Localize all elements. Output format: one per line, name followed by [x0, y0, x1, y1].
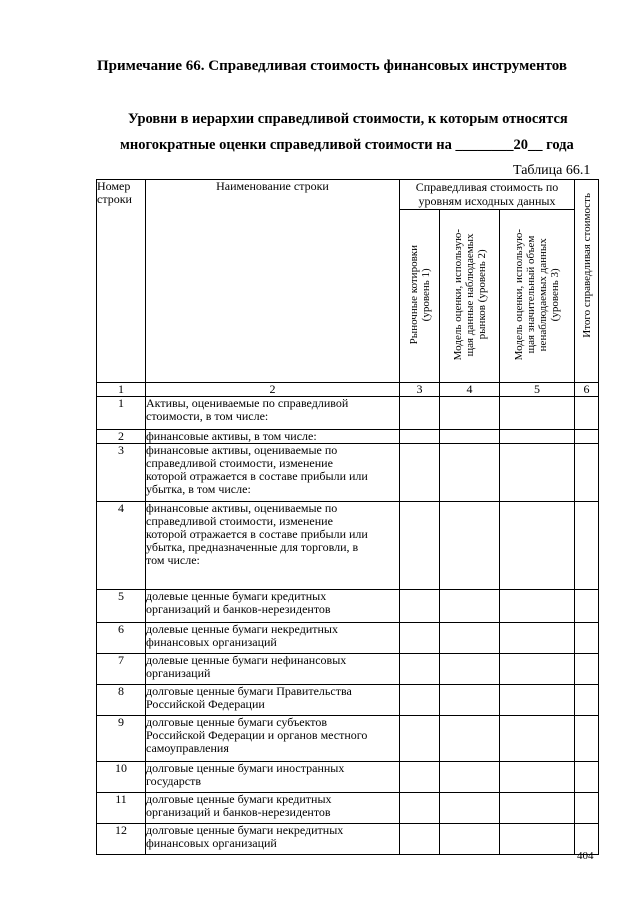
table-row [97, 685, 599, 716]
row-name: Активы, оцениваемые по справедливой стоимости, в том числе: [146, 397, 400, 430]
table-row [97, 623, 599, 654]
level-1-cell [400, 397, 440, 430]
level-2-cell [440, 444, 500, 502]
level-1-cell [400, 590, 440, 623]
total-cell [575, 654, 599, 685]
row-number: 8 [97, 685, 146, 716]
table-row [97, 824, 599, 855]
level-3-cell [500, 793, 575, 824]
row-number: 10 [97, 762, 146, 793]
column-number: 5 [500, 383, 575, 397]
level-3-cell [500, 654, 575, 685]
level-3-cell [500, 824, 575, 855]
row-name: долговые ценные бумаги субъектов Российской Федерации и органов местного самоуправления [146, 716, 400, 762]
row-name: долевые ценные бумаги кредитных организаций и банков-нерезидентов [146, 590, 400, 623]
level-2-cell [440, 590, 500, 623]
row-number: 1 [97, 397, 146, 430]
level-3-cell [500, 590, 575, 623]
page-number: 404 [577, 850, 594, 862]
level-3-cell [500, 502, 575, 590]
total-cell [575, 762, 599, 793]
row-number: 12 [97, 824, 146, 855]
level-3-cell [500, 762, 575, 793]
level-3-cell [500, 444, 575, 502]
header-level-1: Рыночные котировки (уровень 1) [400, 210, 440, 383]
level-3-cell [500, 397, 575, 430]
level-1-cell [400, 623, 440, 654]
level-1-cell [400, 685, 440, 716]
level-2-cell [440, 397, 500, 430]
header-level-3: Модель оценки, использую- щая значительный объем ненаблюдаемых данных (уровень 3) [500, 210, 575, 383]
header-fair-value-levels: Справедливая стоимость по уровням исходных данных [400, 180, 575, 210]
row-name: финансовые активы, в том числе: [146, 430, 400, 444]
total-cell [575, 397, 599, 430]
column-number: 3 [400, 383, 440, 397]
level-1-cell [400, 793, 440, 824]
level-2-cell [440, 502, 500, 590]
level-2-cell [440, 716, 500, 762]
total-cell [575, 430, 599, 444]
row-name: долговые ценные бумаги Правительства Российской Федерации [146, 685, 400, 716]
table-row [97, 444, 599, 502]
row-number: 3 [97, 444, 146, 502]
row-number: 4 [97, 502, 146, 590]
level-2-cell [440, 762, 500, 793]
total-cell [575, 502, 599, 590]
row-number: 2 [97, 430, 146, 444]
level-1-cell [400, 824, 440, 855]
total-cell [575, 716, 599, 762]
header-row-name: Наименование строки [146, 180, 400, 383]
level-1-cell [400, 502, 440, 590]
column-number-row [97, 383, 599, 397]
total-cell [575, 444, 599, 502]
row-name: долговые ценные бумаги кредитных организаций и банков-нерезидентов [146, 793, 400, 824]
total-cell [575, 793, 599, 824]
header-total-fair-value: Итого справедливая стоимость [575, 180, 599, 383]
fair-value-table [96, 179, 599, 855]
level-3-cell [500, 430, 575, 444]
table-row [97, 793, 599, 824]
row-number: 11 [97, 793, 146, 824]
row-number: 9 [97, 716, 146, 762]
header-row-number: Номер строки [97, 180, 146, 383]
total-cell [575, 590, 599, 623]
level-3-cell [500, 623, 575, 654]
level-2-cell [440, 685, 500, 716]
row-number: 5 [97, 590, 146, 623]
row-number: 7 [97, 654, 146, 685]
level-1-cell [400, 716, 440, 762]
level-2-cell [440, 793, 500, 824]
table-heading-line-2: многократные оценки справедливой стоимости на ________20__ года [120, 137, 574, 153]
total-cell [575, 623, 599, 654]
table-heading-line-1: Уровни в иерархии справедливой стоимости, к которым относятся [128, 111, 568, 127]
column-number: 6 [575, 383, 599, 397]
level-1-cell [400, 430, 440, 444]
table-row [97, 762, 599, 793]
level-1-cell [400, 654, 440, 685]
table-row [97, 502, 599, 590]
table-row [97, 590, 599, 623]
level-1-cell [400, 444, 440, 502]
row-name: долевые ценные бумаги некредитных финансовых организаций [146, 623, 400, 654]
table-row [97, 397, 599, 430]
table-row [97, 430, 599, 444]
row-name: долговые ценные бумаги иностранных государств [146, 762, 400, 793]
row-name: финансовые активы, оцениваемые по справедливой стоимости, изменение которой отражается в составе прибыли или убытка, предназначенные для торговли, в том числе: [146, 502, 400, 590]
table-label: Таблица 66.1 [513, 163, 591, 178]
row-name: долевые ценные бумаги нефинансовых организаций [146, 654, 400, 685]
level-2-cell [440, 623, 500, 654]
row-name: финансовые активы, оцениваемые по справедливой стоимости, изменение которой отражается в составе прибыли или убытка, в том числе: [146, 444, 400, 502]
level-2-cell [440, 824, 500, 855]
level-1-cell [400, 762, 440, 793]
header-level-2: Модель оценки, использую- щая данные наблюдаемых рынков (уровень 2) [440, 210, 500, 383]
table-row [97, 654, 599, 685]
table-row [97, 716, 599, 762]
level-3-cell [500, 685, 575, 716]
column-number: 2 [146, 383, 400, 397]
level-2-cell [440, 654, 500, 685]
level-2-cell [440, 430, 500, 444]
column-number: 1 [97, 383, 146, 397]
column-number: 4 [440, 383, 500, 397]
row-number: 6 [97, 623, 146, 654]
row-name: долговые ценные бумаги некредитных финансовых организаций [146, 824, 400, 855]
total-cell [575, 685, 599, 716]
level-3-cell [500, 716, 575, 762]
note-title: Примечание 66. Справедливая стоимость финансовых инструментов [96, 58, 567, 74]
